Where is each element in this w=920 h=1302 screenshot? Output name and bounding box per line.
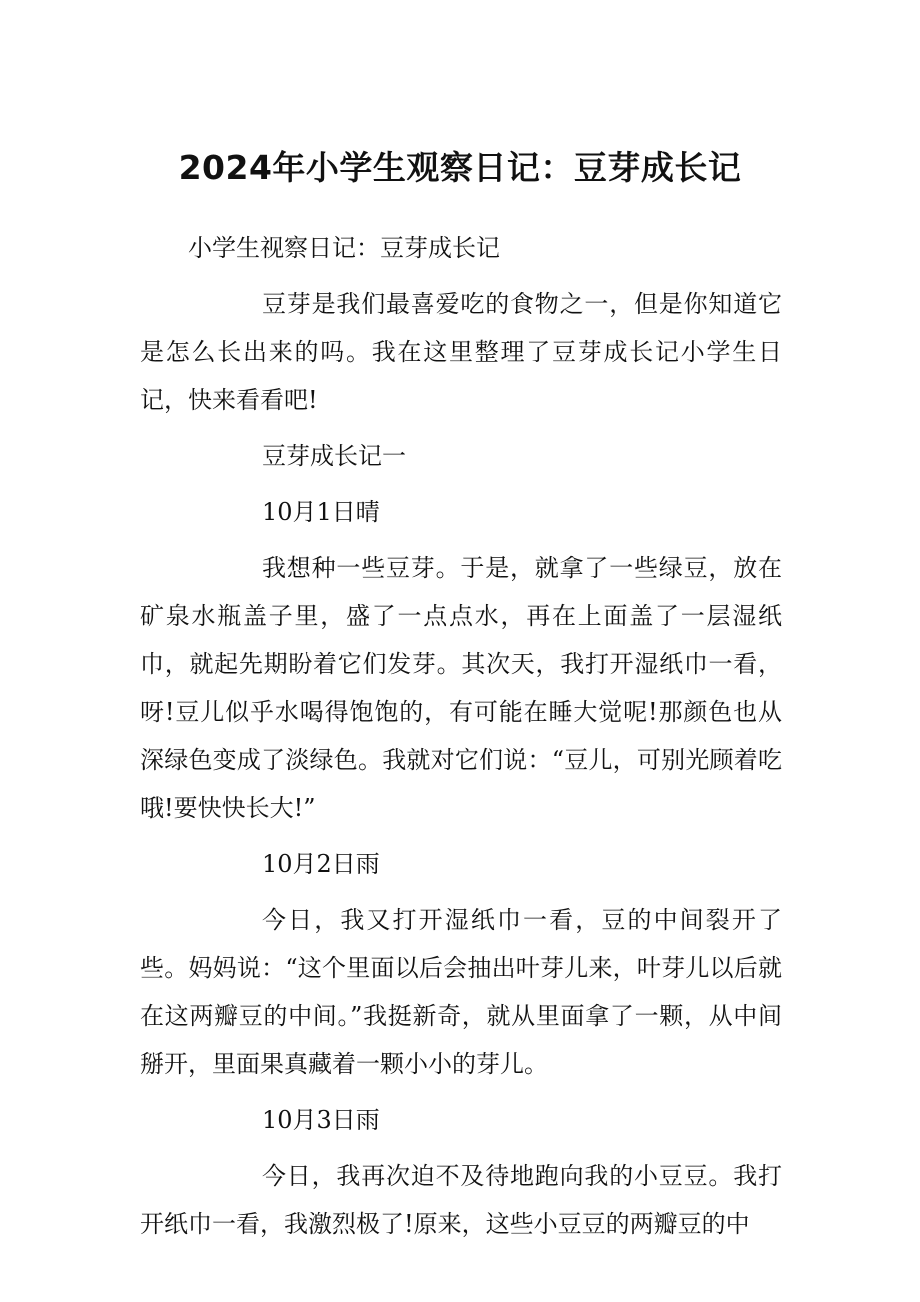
entry-date: 10月3日雨 — [262, 1106, 380, 1134]
document-title: 2024年小学生观察日记：豆芽成长记 — [178, 148, 742, 187]
section-heading: 豆芽成长记一 — [262, 442, 406, 470]
entry-date: 10月1日晴 — [262, 498, 380, 526]
entry-date: 10月2日雨 — [262, 850, 380, 878]
entry-paragraph: 今日，我又打开湿纸巾一看，豆的中间裂开了些。妈妈说：“这个里面以后会抽出叶芽儿来，叶芽儿以后就在这两瓣豆的中间。”我挺新奇，就从里面拿了一颗，从中间掰开，里面果真藏着一颗小小的芽儿。 — [140, 906, 782, 1078]
entry-paragraph: 我想种一些豆芽。于是，就拿了一些绿豆，放在矿泉水瓶盖子里，盛了一点点水，再在上面盖了一层湿纸巾，就起先期盼着它们发芽。其次天，我打开湿纸巾一看，呀!豆儿似乎水喝得饱饱的，有可能在睡大觉呢!那颜色也从深绿色变成了淡绿色。我就对它们说：“豆儿，可别光顾着吃哦!要快快长大!” — [140, 554, 782, 822]
document-body — [140, 224, 782, 1256]
intro-paragraph: 豆芽是我们最喜爱吃的食物之一，但是你知道它是怎么长出来的吗。我在这里整理了豆芽成长记小学生日记，快来看看吧! — [140, 290, 782, 414]
entry-paragraph: 今日，我再次迫不及待地跑向我的小豆豆。我打开纸巾一看，我激烈极了!原来，这些小豆豆的两瓣豆的中 — [140, 1162, 782, 1238]
document-subtitle: 小学生视察日记：豆芽成长记 — [188, 234, 500, 262]
